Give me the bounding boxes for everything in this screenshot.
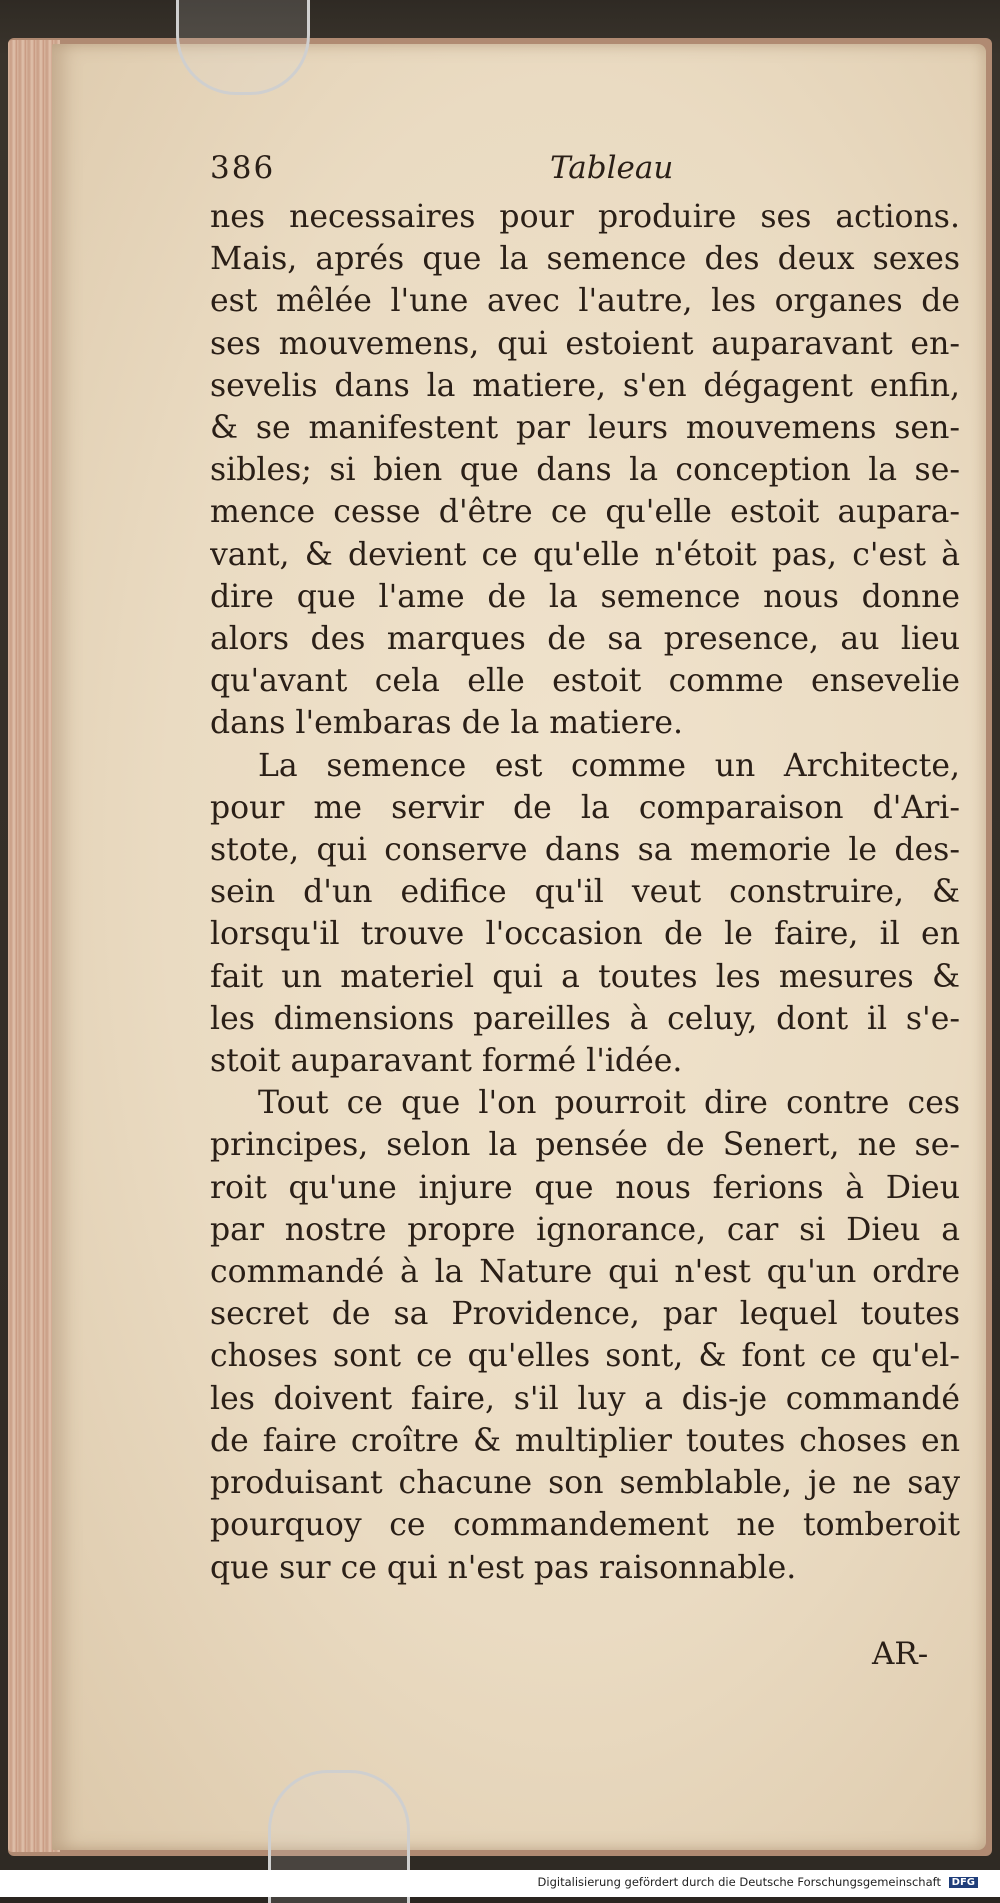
text-line: que sur ce qui n'est pas raisonnable. xyxy=(210,1549,797,1586)
text-line: vant, & devient ce qu'elle n'étoit pas, c'est à xyxy=(210,536,960,573)
paragraph-start-line: La semence est comme un Architecte, xyxy=(258,747,960,784)
text-line: qu'avant cela elle estoit comme ensevelie xyxy=(210,663,960,700)
text-line: pour me servir de la comparaison d'Ari- xyxy=(210,789,960,826)
text-line: dire que l'ame de la semence nous donne xyxy=(210,578,960,615)
text-line: principes, selon la pensée de Senert, ne se- xyxy=(210,1127,960,1164)
footer-credit xyxy=(538,1875,978,1889)
text-line: roit qu'une injure que nous ferions à Dieu xyxy=(210,1169,960,1206)
text-line: produisant chacune son semblable, je ne say xyxy=(210,1465,960,1502)
digitization-footer xyxy=(0,1870,1000,1897)
text-line: les doivent faire, s'il luy a dis-je commandé xyxy=(210,1380,960,1417)
text-line: alors des marques de sa presence, au lieu xyxy=(210,621,960,658)
text-line: dans l'embaras de la matiere. xyxy=(210,705,684,742)
text-line: & se manifestent par leurs mouvemens sen- xyxy=(210,410,960,447)
text-line: mence cesse d'être ce qu'elle estoit aupara- xyxy=(210,494,960,531)
text-line: est mêlée l'une avec l'autre, les organes de xyxy=(210,283,960,320)
text-line: ses mouvemens, qui estoient auparavant en- xyxy=(210,325,960,362)
text-line: secret de sa Providence, par lequel toutes xyxy=(210,1296,960,1333)
text-line: Mais, aprés que la semence des deux sexes xyxy=(210,241,960,278)
footer-credit-text: Digitalisierung gefördert durch die Deutsche Forschungsgemeinschaft xyxy=(537,1875,941,1889)
text-line: fait un materiel qui a toutes les mesures & xyxy=(210,958,960,995)
body-text xyxy=(210,196,960,1589)
running-title: Tableau xyxy=(550,150,674,186)
dfg-logo: DFG xyxy=(949,1877,978,1888)
text-line: lorsqu'il trouve l'occasion de le faire, il en xyxy=(210,916,960,953)
paragraph-start-line: Tout ce que l'on pourroit dire contre ces xyxy=(258,1085,960,1122)
text-line: nes necessaires pour produire ses actions. xyxy=(210,199,960,235)
text-line: sevelis dans la matiere, s'en dégagent enfin, xyxy=(210,367,960,404)
catchword: AR- xyxy=(872,1636,929,1672)
text-line: choses sont ce qu'elles sont, & font ce qu'el- xyxy=(210,1338,960,1375)
text-line: les dimensions pareilles à celuy, dont il s'e- xyxy=(210,1000,960,1037)
text-line: stoit auparavant formé l'idée. xyxy=(210,1043,683,1080)
text-line: de faire croître & multiplier toutes choses en xyxy=(210,1422,960,1459)
text-line: commandé à la Nature qui n'est qu'un ordre xyxy=(210,1254,960,1291)
page-header xyxy=(210,150,710,194)
text-line: sibles; si bien que dans la conception la se- xyxy=(210,452,960,489)
text-line: pourquoy ce commandement ne tomberoit xyxy=(210,1507,960,1544)
text-line: par nostre propre ignorance, car si Dieu a xyxy=(210,1211,960,1248)
text-line: stote, qui conserve dans sa memorie le des- xyxy=(210,832,960,869)
text-line: sein d'un edifice qu'il veut construire, & xyxy=(210,874,960,911)
page-number: 386 xyxy=(210,150,276,186)
